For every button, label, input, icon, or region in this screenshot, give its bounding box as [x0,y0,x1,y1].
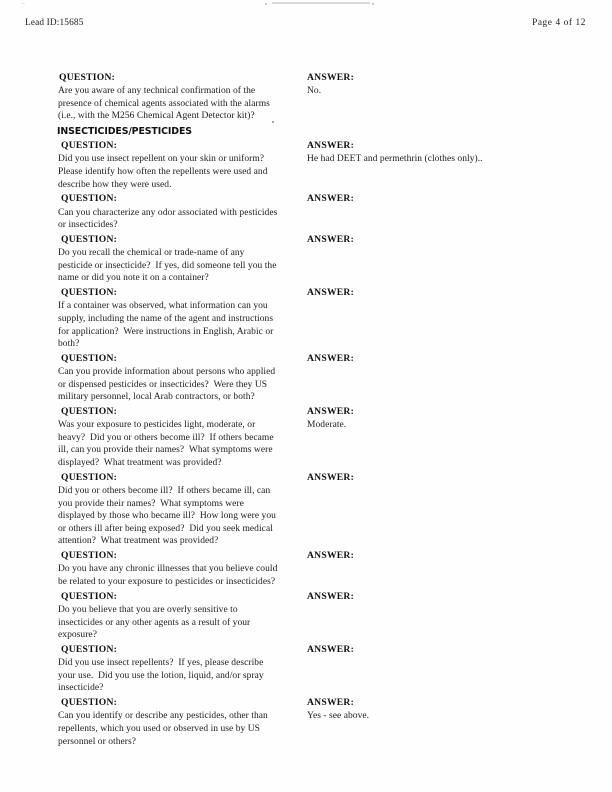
answer-line: No. [307,86,322,97]
scan-artifact-speck [372,3,374,5]
answer-label: ANSWER: [307,193,355,205]
question-line: Do you recall the chemical or trade-name of any [58,248,245,259]
question-line: supply, including the name of the agent and instructions [58,313,274,324]
question-line: ill, can you provide their names? What symptoms were [58,445,273,456]
question-line: both? [58,339,80,350]
section-heading-insecticides-pesticides: INSECTICIDES/PESTICIDES [57,126,192,138]
question-text [58,419,304,469]
page-number-text: Page 4 of 12 [532,18,586,28]
question-line: insecticide? [58,683,104,694]
qa-block [0,234,612,287]
answer-label: ANSWER: [307,550,355,562]
answer-label: ANSWER: [307,140,355,152]
question-line: repellents, which you used or observed in use by US [58,724,261,734]
question-line: be related to your exposure to pesticides or insecticides? [58,577,276,588]
question-label: QUESTION: [61,233,118,245]
scan-artifact-smudge [272,2,370,4]
question-text [58,300,304,350]
question-line: or dispensed pesticides or insecticides? Were they US [58,379,268,390]
answer-line: He had DEET and permethrin (clothes only).. [307,154,483,165]
question-label: QUESTION: [61,550,118,562]
question-text [58,207,304,232]
question-text [58,657,304,695]
question-line: military personnel, local Arab contractors, or both? [58,392,255,403]
answer-text [307,419,577,432]
question-label: QUESTION: [61,406,118,418]
question-line: (i.e., with the M256 Chemical Agent Detector kit)? [58,111,255,122]
page-header [0,18,612,34]
question-line: for application? Were instructions in English, Arabic or [58,326,274,337]
qa-block [0,193,612,234]
question-label: QUESTION: [61,644,118,656]
answer-line: Moderate. [307,420,347,431]
answer-text [307,85,577,98]
question-line: your use. Did you use the lotion, liquid, and/or spray [58,670,264,681]
question-text [58,366,304,404]
question-line: insecticides or any other agents as a result of your [58,617,251,628]
question-text [58,85,304,123]
question-line: Can you characterize any odor associated with pesticides [58,207,278,218]
question-line: heavy? Did you or others become ill? If others became [58,432,274,443]
question-line: or others ill after being exposed? Did you seek medical [58,523,273,534]
answer-text [307,710,577,723]
answer-label: ANSWER: [307,287,355,299]
question-line: Do you believe that you are overly sensitive to [58,605,238,616]
question-line: If a container was observed, what information can you [58,301,268,312]
question-text [58,485,304,548]
qa-block [0,591,612,644]
qa-block [0,140,612,193]
answer-label: ANSWER: [307,352,355,364]
question-label: QUESTION: [61,590,118,602]
question-line: Did you or others become ill? If others became ill, can [58,486,271,497]
question-line: presence of chemical agents associated with the alarms [58,98,270,109]
question-line: exposure? [58,630,97,641]
answer-text [307,153,577,166]
question-line: Do you have any chronic illnesses that you believe could [58,564,278,575]
question-label: QUESTION: [61,287,118,299]
question-line: Did you use insect repellents? If yes, please describe [58,658,264,669]
qa-block [0,550,612,591]
qa-block [0,406,612,472]
question-line: describe how they were used. [58,179,172,190]
qa-block [0,353,612,406]
question-label: QUESTION: [59,72,116,83]
question-line: attention? What treatment was provided? [58,536,219,547]
qa-block [0,287,612,353]
question-line: Can you provide information about persons who applied [58,367,276,378]
qa-content [0,72,612,750]
question-text [58,604,304,642]
question-line: personnel or others? [58,736,137,747]
qa-block [0,644,612,697]
qa-block [0,472,612,550]
question-label: QUESTION: [61,140,118,152]
answer-label: ANSWER: [307,72,355,83]
question-line: Are you aware of any technical confirmation of the [58,86,256,97]
question-text [58,153,304,191]
scan-artifact-speck [265,3,267,5]
question-line: displayed by those who became ill? How long were you [58,511,276,522]
answer-label: ANSWER: [307,406,355,418]
question-text [58,563,304,588]
question-label: QUESTION: [61,193,118,205]
answer-label: ANSWER: [307,644,355,656]
question-line: you provide their names? What symptoms were [58,498,244,509]
question-line: or insecticides? [58,220,118,231]
qa-block [0,72,612,125]
answer-label: ANSWER: [307,697,355,709]
answer-label: ANSWER: [307,590,355,602]
question-label: QUESTION: [61,471,118,483]
question-text [58,710,304,748]
question-label: QUESTION: [61,352,118,364]
scan-artifact-speck [22,3,25,4]
question-line: Can you identify or describe any pesticides, other than [58,711,268,722]
question-line: Please identify how often the repellents were used and [58,166,268,177]
answer-label: ANSWER: [307,471,355,483]
answer-line: Yes - see above. [307,711,370,722]
answer-label: ANSWER: [307,233,355,245]
qa-block [0,697,612,750]
lead-id-text: Lead ID:15685 [25,18,84,28]
question-line: pesticide or insecticide? If yes, did someone tell you the [58,260,277,271]
question-text [58,247,304,285]
question-line: name or did you note it on a container? [58,273,209,284]
question-line: Was your exposure to pesticides light, moderate, or [58,420,256,431]
question-line: displayed? What treatment was provided? [58,458,222,469]
question-label: QUESTION: [61,697,118,709]
question-line: Did you use insect repellent on your skin or uniform? [58,154,265,165]
